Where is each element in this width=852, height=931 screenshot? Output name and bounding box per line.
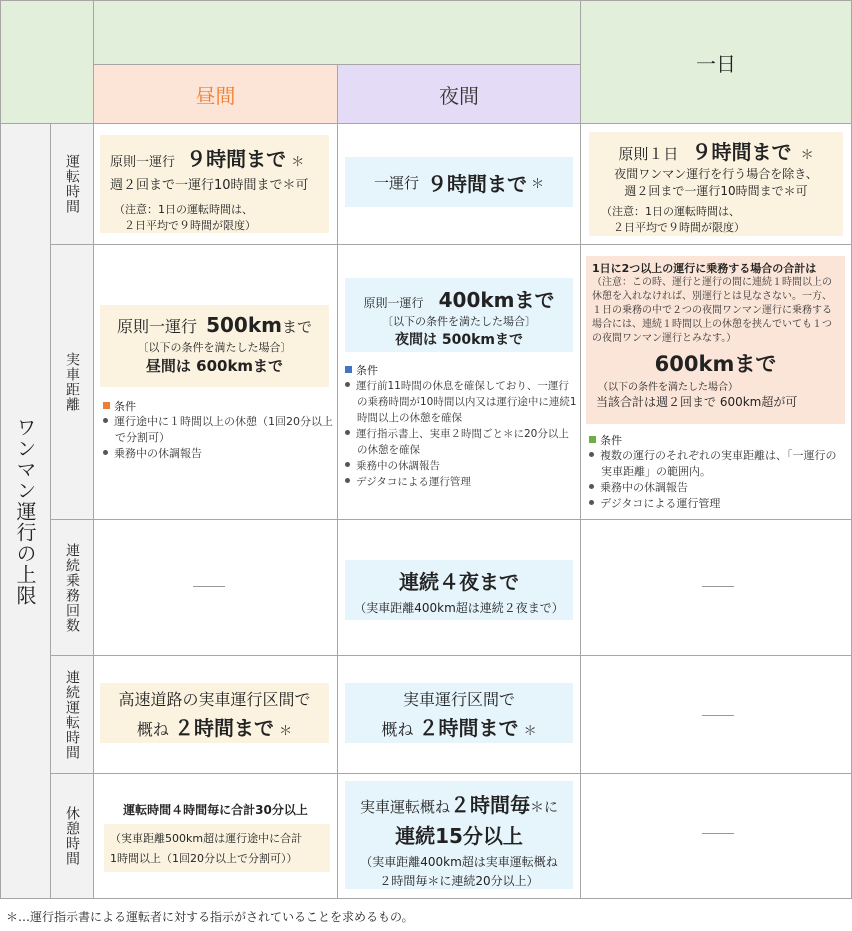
bullet-icon xyxy=(589,452,594,457)
list-item: 乗務中の休調報告 xyxy=(345,458,577,474)
consecutive-night-big: 連続４夜まで xyxy=(399,570,519,594)
orange-square-icon xyxy=(103,402,110,409)
distance-night-big: 400kmまで xyxy=(438,288,555,312)
row-label-consecutive xyxy=(50,519,94,656)
distance-allday-box xyxy=(586,256,845,424)
distance-allday-big: 600kmまで xyxy=(654,352,777,376)
allday-header-label: 一日 xyxy=(696,51,736,76)
driving-day-box xyxy=(100,135,329,233)
driving-allday-note2: ２日平均で９時間が限度） xyxy=(613,221,745,234)
driving-day-note1: （注意：1日の運転時間は、 xyxy=(114,203,253,216)
break-night-pre: 実車運転概ね xyxy=(359,798,450,816)
dash-break-allday xyxy=(702,833,734,834)
driving-allday-line2: 夜間ワンマン運行を行う場合を除き、 xyxy=(614,167,818,181)
consecutive-night-note: （実車距離400km超は連続２夜まで） xyxy=(354,601,564,615)
cell-consecutive-allday xyxy=(580,519,852,656)
bullet-icon xyxy=(345,430,350,435)
break-night-big1: ２時間毎 xyxy=(450,793,530,817)
break-day-title: 運転時間４時間毎に合計30分以上 xyxy=(123,803,308,817)
blue-square-icon xyxy=(345,366,352,373)
list-item: 乗務中の休調報告 xyxy=(103,446,333,462)
driving-night-star: ＊ xyxy=(531,176,545,192)
driving-night-box xyxy=(345,157,573,207)
distance-allday-cond-list xyxy=(589,448,847,512)
distance-day-result: 昼間は 600kmまで xyxy=(145,357,284,375)
distance-allday-cond: （以下の条件を満たした場合） xyxy=(598,382,738,393)
driving-day-big: ９時間まで xyxy=(186,147,287,171)
break-day-note2: 1時間以上（1回20分以上で分割可）） xyxy=(110,852,298,865)
bullet-icon xyxy=(103,418,108,423)
bullet-icon xyxy=(345,478,350,483)
green-square-icon xyxy=(589,436,596,443)
driving-day-pre: 原則一運行 xyxy=(110,155,176,170)
continuous-day-big: ２時間まで xyxy=(174,716,274,740)
distance-day-cond-list xyxy=(103,414,333,462)
break-night-note2: ２時間毎＊に連続20分以上） xyxy=(379,874,539,888)
break-night-post: ＊に xyxy=(530,800,558,816)
distance-night-conditions xyxy=(345,362,577,490)
column-header-night xyxy=(337,64,581,124)
distance-day-cond-title: 条件 xyxy=(114,400,136,413)
distance-allday-result: 当該合計は週２回まで 600km超が可 xyxy=(596,395,798,409)
list-item: 運行途中に１時間以上の休憩（1回20分以上で分割可） xyxy=(103,414,333,446)
row-label-text: 実車距離 xyxy=(64,352,80,412)
continuous-night-pre: 概ね xyxy=(381,720,414,739)
driving-allday-box xyxy=(589,132,843,236)
continuous-day-star: ＊ xyxy=(279,724,293,739)
bullet-icon xyxy=(103,450,108,455)
header-top-left xyxy=(0,0,94,124)
driving-night-big: ９時間まで xyxy=(427,171,527,196)
break-night-big2: 連続15分以上 xyxy=(395,824,523,848)
side-title-cell xyxy=(0,123,51,899)
distance-day-box xyxy=(100,305,329,387)
distance-night-cond-list xyxy=(345,378,577,490)
bullet-icon xyxy=(589,484,594,489)
break-day-note1: （実車距離500km超は運行途中に合計 xyxy=(110,832,303,845)
continuous-night-line1: 実車運行区間で xyxy=(402,690,515,709)
distance-night-cond: 〔以下の条件を満たした場合〕 xyxy=(382,315,536,328)
row-label-text: 運転時間 xyxy=(64,154,80,214)
dash-consecutive-day xyxy=(193,586,225,587)
distance-night-result: 夜間は 500kmまで xyxy=(395,332,523,348)
list-item: 乗務中の休調報告 xyxy=(589,480,847,496)
list-item: 運行指示書上、実車２時間ごと＊に20分以上の休憩を確保 xyxy=(345,426,577,458)
driving-day-note2: ２日平均で９時間が限度） xyxy=(124,219,256,232)
break-night-box xyxy=(345,781,573,889)
distance-allday-cond-title: 条件 xyxy=(600,434,622,447)
distance-day-conditions xyxy=(103,398,333,462)
list-item: 運行前11時間の休息を確保しており、一運行の乗務時間が10時間以内又は運行途中に連続1時間以上の休憩を確保 xyxy=(345,378,577,426)
distance-day-cond: 〔以下の条件を満たした場合〕 xyxy=(137,341,292,354)
driving-allday-line3: 週２回まで一運行10時間まで＊可 xyxy=(624,184,808,198)
header-band-top xyxy=(93,0,581,65)
driving-day-line2: 週２回まで一運行10時間まで＊可 xyxy=(110,178,309,193)
row-label-continuous xyxy=(50,655,94,774)
bullet-icon xyxy=(589,500,594,505)
bullet-icon xyxy=(345,382,350,387)
dash-consecutive-allday xyxy=(702,586,734,587)
distance-night-pre: 原則一運行 xyxy=(363,296,424,310)
driving-allday-note1: （注意：1日の運転時間は、 xyxy=(601,205,740,218)
footnote: ＊…運行指示書による運転者に対する指示がされていることを求めるもの。 xyxy=(6,910,414,924)
cell-break-allday xyxy=(580,773,852,899)
distance-day-big: 500km xyxy=(206,313,282,337)
row-label-driving-time xyxy=(50,123,94,245)
distance-allday-title: 1日に2つ以上の運行に乗務する場合の合計は xyxy=(592,262,817,275)
driving-allday-pre: 原則１日 xyxy=(618,145,679,163)
list-item: デジタコによる運行管理 xyxy=(345,474,577,490)
driving-allday-star: ＊ xyxy=(800,148,814,163)
distance-allday-conditions xyxy=(589,432,847,512)
list-item: デジタコによる運行管理 xyxy=(589,496,847,512)
day-header-label: 昼間 xyxy=(195,83,236,108)
driving-allday-big: ９時間まで xyxy=(691,140,792,164)
distance-day-post: まで xyxy=(281,318,312,336)
row-label-distance xyxy=(50,244,94,520)
column-header-day xyxy=(93,64,338,124)
distance-day-pre: 原則一運行 xyxy=(116,317,197,336)
distance-night-cond-title: 条件 xyxy=(356,364,378,377)
continuous-night-box xyxy=(345,683,573,743)
row-label-text: 休憩時間 xyxy=(64,806,80,866)
continuous-day-pre: 概ね xyxy=(136,720,169,739)
driving-night-pre: 一運行 xyxy=(373,173,419,192)
continuous-day-line1: 高速道路の実車運行区間で xyxy=(118,690,311,709)
continuous-day-box xyxy=(100,683,329,743)
distance-allday-note: （注意：この時、運行と運行の間に連続１時間以上の休憩を入れなければ、別運行とは見なさない。一方、１日の乗務の中で２つの夜間ワンマン運行に乗務する場合には、連続１時間以上の休憩を挟んでいても１つの夜間ワンマン運行とみなす。） xyxy=(592,277,832,344)
driving-day-star: ＊ xyxy=(291,155,305,170)
row-label-text: 連続乗務回数 xyxy=(64,542,80,633)
break-night-note1: （実車距離400km超は実車運転概ね xyxy=(360,855,558,869)
continuous-night-big: ２時間まで xyxy=(418,716,519,740)
cell-consecutive-day xyxy=(93,519,338,656)
dash-continuous-allday xyxy=(702,715,734,716)
column-header-allday xyxy=(580,0,852,124)
row-label-break xyxy=(50,773,94,899)
bullet-icon xyxy=(345,462,350,467)
row-label-text: 連続運転時間 xyxy=(64,669,80,760)
distance-night-box xyxy=(345,278,573,352)
night-header-label: 夜間 xyxy=(439,83,479,108)
list-item: 複数の運行のそれぞれの実車距離は、「一運行の実車距離」の範囲内。 xyxy=(589,448,847,480)
break-day-box xyxy=(104,824,330,872)
continuous-night-star: ＊ xyxy=(523,724,537,739)
side-title: ワンマン運行の上限 xyxy=(13,416,37,606)
consecutive-night-box xyxy=(345,560,573,620)
